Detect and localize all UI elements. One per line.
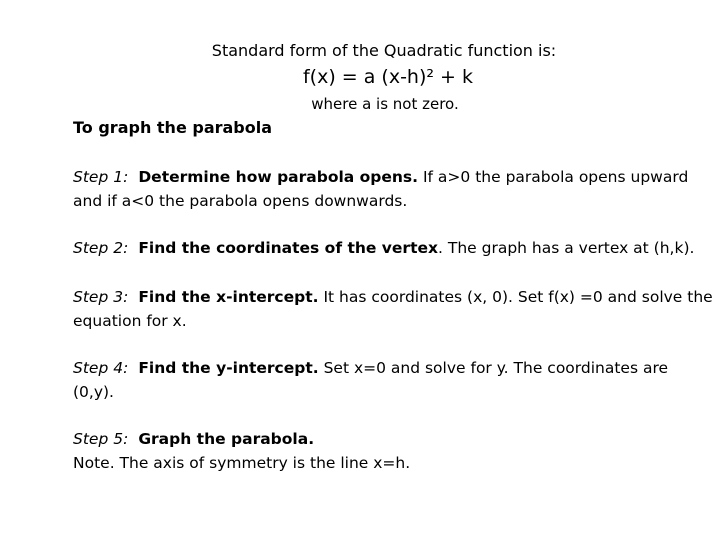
step-5-number: Step 5: <box>73 430 129 448</box>
step-4 <box>73 356 713 404</box>
subheading: To graph the parabola <box>73 118 273 137</box>
step-5 <box>73 427 713 475</box>
step-1 <box>73 165 713 213</box>
step-2 <box>73 236 713 260</box>
condition-text: where a is not zero. <box>311 95 459 113</box>
step-2-text: . The graph has a vertex at (h,k). <box>438 239 695 257</box>
step-2-number: Step 2: <box>73 239 129 257</box>
step-4-title: Find the y-intercept. <box>138 359 319 377</box>
step-4-number: Step 4: <box>73 359 129 377</box>
step-3-title: Find the x-intercept. <box>138 288 319 306</box>
step-3-number: Step 3: <box>73 288 129 306</box>
step-3 <box>73 285 713 333</box>
intro-text: Standard form of the Quadratic function is: <box>211 41 557 60</box>
step-2-title: Find the coordinates of the vertex <box>138 239 438 257</box>
quadratic-formula: f(x) = a (x-h)² + k <box>302 66 474 88</box>
axis-symmetry-note: Note. The axis of symmetry is the line x=h. <box>73 454 411 472</box>
step-3-text: It has coordinates (x, 0). Set f(x) =0 and solve the equation for x. <box>73 288 713 330</box>
step-1-title: Determine how parabola opens. <box>138 168 419 186</box>
step-5-title: Graph the parabola. <box>138 430 315 448</box>
step-4-text: Set x=0 and solve for y. The coordinates are (0,y). <box>73 359 669 401</box>
step-1-text: If a>0 the parabola opens upward and if a<0 the parabola opens downwards. <box>73 168 689 210</box>
step-1-number: Step 1: <box>73 168 129 186</box>
